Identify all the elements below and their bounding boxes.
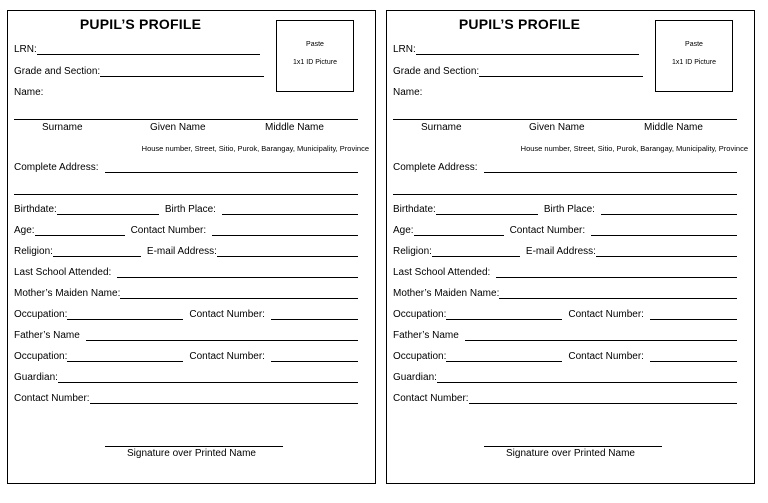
lrn-label: LRN: xyxy=(393,44,416,55)
birth-place-label: Birth Place: xyxy=(543,204,595,215)
form-title: PUPIL’S PROFILE xyxy=(458,16,581,32)
email-label: E-mail Address: xyxy=(146,246,217,257)
fathers-name-label: Father’s Name xyxy=(393,330,459,341)
given-name-caption: Given Name xyxy=(150,122,206,133)
birthdate-field[interactable] xyxy=(57,204,159,215)
birthdate-label: Birthdate: xyxy=(393,204,436,215)
grade-section-field[interactable] xyxy=(479,66,643,77)
name-label: Name: xyxy=(14,87,44,98)
guardian-field[interactable] xyxy=(437,372,737,383)
photo-box-sublabel: 1x1 ID Picture xyxy=(672,59,716,66)
contact-number-field[interactable] xyxy=(90,393,358,404)
last-school-row xyxy=(393,266,737,280)
religion-label: Religion: xyxy=(393,246,432,257)
id-photo-box xyxy=(276,20,354,92)
mothers-name-row xyxy=(393,287,737,301)
birth-row xyxy=(14,203,358,217)
father-occupation-row xyxy=(393,350,737,364)
complete-address-field-2[interactable] xyxy=(393,194,737,195)
lrn-field[interactable] xyxy=(37,44,260,55)
lrn-row xyxy=(393,43,639,57)
age-label: Age: xyxy=(14,225,35,236)
lrn-label: LRN: xyxy=(14,44,37,55)
contact-number-field[interactable] xyxy=(271,351,358,362)
birthdate-field[interactable] xyxy=(436,204,538,215)
last-school-label: Last School Attended: xyxy=(393,267,491,278)
grade-section-row xyxy=(14,65,264,79)
contact-number-field[interactable] xyxy=(650,351,737,362)
guardian-label: Guardian: xyxy=(14,372,58,383)
lrn-field[interactable] xyxy=(416,44,639,55)
fathers-name-field[interactable] xyxy=(86,330,358,341)
occupation-label: Occupation: xyxy=(14,351,68,362)
contact-number-field[interactable] xyxy=(271,309,358,320)
religion-row xyxy=(393,245,737,259)
guardian-row xyxy=(14,371,358,385)
last-school-field[interactable] xyxy=(496,267,737,278)
occupation-field[interactable] xyxy=(67,309,183,320)
occupation-field[interactable] xyxy=(446,309,562,320)
photo-box-label: Paste xyxy=(306,41,324,48)
age-row xyxy=(14,224,358,238)
email-field[interactable] xyxy=(217,246,358,257)
signature-label: Signature over Printed Name xyxy=(506,448,635,459)
mother-occupation-row xyxy=(14,308,358,322)
contact-number-label: Contact Number: xyxy=(568,351,644,362)
mothers-name-row xyxy=(14,287,358,301)
occupation-label: Occupation: xyxy=(393,309,447,320)
complete-address-field[interactable] xyxy=(105,162,359,173)
email-label: E-mail Address: xyxy=(525,246,596,257)
grade-section-row xyxy=(393,65,643,79)
religion-field[interactable] xyxy=(432,246,520,257)
name-row xyxy=(393,86,453,100)
father-occupation-row xyxy=(14,350,358,364)
lrn-row xyxy=(14,43,260,57)
occupation-field[interactable] xyxy=(67,351,183,362)
age-label: Age: xyxy=(393,225,414,236)
fathers-name-field[interactable] xyxy=(465,330,737,341)
contact-number-label: Contact Number: xyxy=(568,309,644,320)
fathers-name-label: Father’s Name xyxy=(14,330,80,341)
contact-number-field[interactable] xyxy=(212,225,358,236)
pupil-profile-form xyxy=(7,10,376,484)
birth-place-label: Birth Place: xyxy=(164,204,216,215)
religion-label: Religion: xyxy=(14,246,53,257)
pupil-profile-form xyxy=(386,10,755,484)
last-school-field[interactable] xyxy=(117,267,358,278)
guardian-field[interactable] xyxy=(58,372,358,383)
grade-section-label: Grade and Section: xyxy=(14,66,101,77)
fathers-name-row xyxy=(14,329,358,343)
given-name-caption: Given Name xyxy=(529,122,585,133)
last-school-label: Last School Attended: xyxy=(14,267,112,278)
fathers-name-row xyxy=(393,329,737,343)
name-parts xyxy=(387,122,756,136)
complete-address-row xyxy=(393,161,737,175)
name-label: Name: xyxy=(393,87,423,98)
birth-row xyxy=(393,203,737,217)
guardian-label: Guardian: xyxy=(393,372,437,383)
photo-box-sublabel: 1x1 ID Picture xyxy=(293,59,337,66)
age-field[interactable] xyxy=(414,225,504,236)
id-photo-box xyxy=(655,20,733,92)
name-parts xyxy=(8,122,377,136)
age-row xyxy=(393,224,737,238)
last-school-row xyxy=(14,266,358,280)
contact-number-label: Contact Number: xyxy=(189,309,265,320)
contact-number-label: Contact Number: xyxy=(130,225,207,236)
form-title: PUPIL’S PROFILE xyxy=(79,16,202,32)
contact-number-label: Contact Number: xyxy=(509,225,586,236)
signature-field[interactable] xyxy=(105,446,283,447)
mothers-maiden-name-label: Mother’s Maiden Name: xyxy=(14,288,121,299)
contact-number-field[interactable] xyxy=(650,309,737,320)
mothers-maiden-name-field[interactable] xyxy=(499,288,737,299)
photo-box-label: Paste xyxy=(685,41,703,48)
complete-address-field[interactable] xyxy=(484,162,738,173)
signature-label: Signature over Printed Name xyxy=(127,448,256,459)
middle-name-caption: Middle Name xyxy=(644,122,703,133)
birth-place-field[interactable] xyxy=(601,204,737,215)
grade-section-field[interactable] xyxy=(100,66,264,77)
occupation-label: Occupation: xyxy=(14,309,68,320)
email-field[interactable] xyxy=(596,246,737,257)
complete-address-row xyxy=(14,161,358,175)
surname-caption: Surname xyxy=(421,122,462,133)
name-field[interactable] xyxy=(393,119,737,120)
contact-number-field[interactable] xyxy=(591,225,737,236)
name-row xyxy=(14,86,74,100)
mothers-maiden-name-label: Mother’s Maiden Name: xyxy=(393,288,500,299)
name-field[interactable] xyxy=(14,119,358,120)
contact-number-label: Contact Number: xyxy=(189,351,265,362)
birthdate-label: Birthdate: xyxy=(14,204,57,215)
occupation-label: Occupation: xyxy=(393,351,447,362)
mother-occupation-row xyxy=(393,308,737,322)
middle-name-caption: Middle Name xyxy=(265,122,324,133)
contact-number-field[interactable] xyxy=(469,393,737,404)
surname-caption: Surname xyxy=(42,122,83,133)
signature-field[interactable] xyxy=(484,446,662,447)
grade-section-label: Grade and Section: xyxy=(393,66,480,77)
contact-number-label: Contact Number: xyxy=(393,393,469,404)
guardian-contact-row xyxy=(14,392,358,406)
mothers-maiden-name-field[interactable] xyxy=(120,288,358,299)
contact-number-label: Contact Number: xyxy=(14,393,90,404)
complete-address-field-2[interactable] xyxy=(14,194,358,195)
religion-field[interactable] xyxy=(53,246,141,257)
age-field[interactable] xyxy=(35,225,125,236)
guardian-row xyxy=(393,371,737,385)
address-hint: House number, Street, Sitio, Purok, Barangay, Municipality, Province xyxy=(520,144,748,153)
complete-address-label: Complete Address: xyxy=(393,162,478,173)
complete-address-label: Complete Address: xyxy=(14,162,99,173)
address-hint: House number, Street, Sitio, Purok, Barangay, Municipality, Province xyxy=(141,144,369,153)
birth-place-field[interactable] xyxy=(222,204,358,215)
religion-row xyxy=(14,245,358,259)
guardian-contact-row xyxy=(393,392,737,406)
occupation-field[interactable] xyxy=(446,351,562,362)
